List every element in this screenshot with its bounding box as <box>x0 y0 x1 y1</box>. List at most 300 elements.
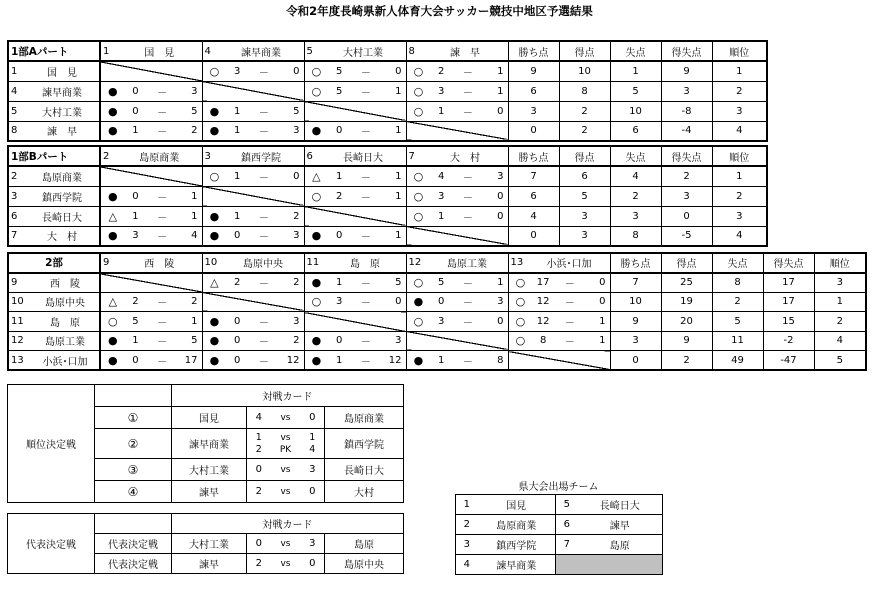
stat-head: 得点 <box>559 146 610 166</box>
goals-for: 1 <box>132 210 139 222</box>
match-result-cell <box>100 206 202 226</box>
blank-cell <box>95 385 172 407</box>
stat-cell: 5 <box>814 351 866 371</box>
result-symbol: ○ <box>515 314 526 328</box>
dash: － <box>360 298 371 310</box>
goals-against: 2 <box>191 125 198 137</box>
page-title: 令和2年度長崎県新人体育大会サッカー競技中地区予選結果 <box>286 4 593 18</box>
dash: － <box>258 317 269 329</box>
result-symbol: ● <box>209 124 220 138</box>
dash: － <box>157 232 168 244</box>
goals-for: 0 <box>233 335 241 347</box>
qual-team: 諫早 <box>578 515 663 535</box>
col-head: 3 鎮西学院 <box>202 146 304 166</box>
home-score: 1 2 <box>247 429 271 459</box>
stat-cell: 3 <box>610 206 661 226</box>
qualified-row <box>456 555 663 575</box>
ranking-matches-table <box>7 384 404 503</box>
dash: － <box>258 279 269 290</box>
stat-cell: 4 <box>610 166 661 186</box>
goals-against: 1 <box>395 85 402 97</box>
team-no: 3 <box>11 190 18 202</box>
stat-cell: 1 <box>610 61 661 81</box>
result-symbol: ○ <box>413 314 424 328</box>
result-symbol: ○ <box>311 295 322 309</box>
stat-head: 失点 <box>712 253 763 273</box>
col-head: 5 大村工業 <box>304 41 406 61</box>
stat-head: 勝ち点 <box>508 41 559 61</box>
team-no: 1 <box>11 65 18 77</box>
match-result-cell <box>406 61 508 81</box>
match-result-cell <box>202 206 304 226</box>
goals-against: 1 <box>395 170 402 182</box>
goals-for: 0 <box>132 85 139 97</box>
stat-head: 勝ち点 <box>610 253 661 273</box>
stat-cell: 8 <box>559 81 610 101</box>
goals-against: 4 <box>191 230 198 242</box>
dash: － <box>360 192 371 204</box>
dash: － <box>258 356 269 368</box>
stat-cell: 7 <box>508 166 559 186</box>
goals-against: 0 <box>497 105 504 117</box>
goals-for: 3 <box>233 65 241 77</box>
vs-label: vs <box>271 407 301 429</box>
goals-for: 1 <box>437 354 445 366</box>
dash: － <box>157 107 168 119</box>
dash: － <box>462 172 473 184</box>
match-result-cell <box>406 101 508 121</box>
match-result-cell <box>304 186 406 206</box>
match-result-cell <box>508 273 610 293</box>
goals-against: 17 <box>184 354 198 366</box>
goals-against: 1 <box>191 190 198 202</box>
team-row <box>8 61 767 81</box>
team-row <box>8 331 866 351</box>
result-symbol: ○ <box>311 189 322 203</box>
stat-head: 失点 <box>610 41 661 61</box>
stat-cell: 9 <box>661 331 712 351</box>
qualified-title: 県大会出場チーム <box>518 482 599 493</box>
goals-for: 1 <box>437 105 445 117</box>
result-symbol: ● <box>209 229 220 243</box>
goals-against: 0 <box>395 296 402 308</box>
goals-for: 2 <box>335 190 343 202</box>
match-result-cell <box>304 351 406 371</box>
stat-cell: 5 <box>559 186 610 206</box>
goals-for: 1 <box>335 170 343 182</box>
dash: － <box>462 107 473 119</box>
dash: － <box>157 317 168 329</box>
stat-cell: 2 <box>712 186 767 206</box>
dash: － <box>564 317 575 329</box>
team-name: 大村工業 <box>42 107 82 119</box>
stat-head: 得失点 <box>661 41 712 61</box>
vs-label: vs <box>271 481 301 503</box>
stat-head: 得失点 <box>763 253 814 273</box>
team-no: 10 <box>11 296 24 308</box>
dash: － <box>157 337 168 349</box>
goals-against: 1 <box>395 125 402 137</box>
result-symbol: ● <box>108 353 118 367</box>
match-result-cell <box>202 226 304 246</box>
result-symbol: ○ <box>515 276 526 289</box>
dash: － <box>360 356 371 368</box>
col-head: 4 諫早商業 <box>202 41 304 61</box>
vs-label: vs <box>271 459 301 481</box>
result-symbol: ○ <box>413 104 424 118</box>
dash: － <box>462 356 473 368</box>
goals-against: 3 <box>293 315 300 327</box>
col-head: 1 国 見 <box>100 41 202 61</box>
goals-for: 3 <box>335 296 343 308</box>
rep-matches-table <box>7 513 404 574</box>
goals-for: 5 <box>132 315 139 327</box>
dash: － <box>462 212 473 224</box>
result-symbol: ● <box>108 124 118 138</box>
match-result-cell <box>100 121 202 141</box>
self-match-cell <box>304 206 406 226</box>
goals-against: 0 <box>395 65 402 77</box>
match-result-cell <box>406 312 508 332</box>
goals-for: 0 <box>437 296 445 308</box>
self-match-cell <box>100 273 202 293</box>
col-head: 8 諫 早 <box>406 41 508 61</box>
away-team: 島原商業 <box>325 407 404 429</box>
home-score: 2 <box>247 481 271 503</box>
away-score: 3 <box>301 534 325 554</box>
result-symbol: ○ <box>515 295 526 309</box>
goals-against: 2 <box>191 296 198 308</box>
stat-cell: 2 <box>712 81 767 101</box>
stat-cell: 2 <box>814 312 866 332</box>
goals-against: 0 <box>497 190 504 202</box>
team-no: 12 <box>11 335 24 347</box>
qual-no: 2 <box>456 515 478 535</box>
goals-for: 1 <box>233 105 241 117</box>
goals-for: 1 <box>132 335 139 347</box>
goals-for: 3 <box>132 230 139 242</box>
group-a-table <box>7 40 768 142</box>
goals-against: 2 <box>293 210 300 222</box>
goals-against: 12 <box>286 354 300 366</box>
stat-cell: 4 <box>712 226 767 246</box>
match-result-cell <box>100 186 202 206</box>
col-head: 9 西 陵 <box>100 253 202 273</box>
team-no: 7 <box>11 230 18 242</box>
away-team: 大村 <box>325 481 404 503</box>
team-name-cell <box>8 186 100 206</box>
self-match-cell <box>508 351 610 371</box>
team-name-cell <box>8 101 100 121</box>
match-no: 代表決定戦 <box>95 554 172 574</box>
self-match-cell <box>100 166 202 186</box>
away-team: 鎮西学院 <box>325 429 404 459</box>
goals-for: 5 <box>335 85 343 97</box>
goals-against: 5 <box>191 105 198 117</box>
stat-cell: 19 <box>661 292 712 312</box>
group-a-label: 1部Aパート <box>8 41 100 61</box>
self-match-cell <box>304 101 406 121</box>
team-name: 鎮西学院 <box>42 192 82 204</box>
match-result-cell <box>202 166 304 186</box>
team-name: 諫 早 <box>47 127 77 139</box>
goals-against: 12 <box>388 354 402 366</box>
goals-against: 3 <box>293 125 300 137</box>
goals-for: 0 <box>335 230 343 242</box>
stat-cell: 11 <box>712 331 763 351</box>
team-row <box>8 312 866 332</box>
dash: － <box>258 212 269 224</box>
self-match-cell <box>406 226 508 246</box>
goals-against: 1 <box>191 315 198 327</box>
stat-cell: 4 <box>712 121 767 141</box>
team-no: 4 <box>11 85 18 97</box>
goals-for: 0 <box>132 190 139 202</box>
team-name: 西 陵 <box>50 279 80 290</box>
goals-for: 0 <box>233 315 241 327</box>
match-result-cell <box>202 312 304 332</box>
stat-cell: 0 <box>508 121 559 141</box>
team-row <box>8 121 767 141</box>
team-no: 5 <box>11 105 18 117</box>
goals-for: 1 <box>437 210 445 222</box>
col-head: 6 長崎日大 <box>304 146 406 166</box>
stat-cell: 9 <box>610 312 661 332</box>
stat-head: 順位 <box>814 253 866 273</box>
match-result-cell <box>202 121 304 141</box>
dash: － <box>157 298 168 310</box>
goals-against: 0 <box>497 210 504 222</box>
empty-slot <box>556 555 663 575</box>
team-no: 13 <box>11 354 24 366</box>
result-symbol: ● <box>413 353 424 367</box>
team-name: 長崎日大 <box>42 212 82 224</box>
match-result-cell <box>100 292 202 312</box>
result-symbol: ● <box>311 229 322 243</box>
stat-cell: 3 <box>559 226 610 246</box>
goals-for: 17 <box>536 277 550 288</box>
stat-head: 失点 <box>610 146 661 166</box>
goals-against: 1 <box>599 315 606 327</box>
goals-for: 2 <box>233 277 241 288</box>
match-result-cell <box>508 312 610 332</box>
qualified-row <box>456 535 663 555</box>
stat-head: 順位 <box>712 146 767 166</box>
goals-for: 12 <box>536 315 550 327</box>
goals-against: 1 <box>497 65 504 77</box>
match-result-cell <box>100 351 202 371</box>
result-symbol: ● <box>108 189 118 203</box>
dash: － <box>157 192 168 204</box>
team-row <box>8 292 866 312</box>
stat-head: 得失点 <box>661 146 712 166</box>
stat-cell: 10 <box>610 292 661 312</box>
team-name-cell <box>8 121 100 141</box>
goals-for: 2 <box>132 296 139 308</box>
match-result-cell <box>406 292 508 312</box>
dash: － <box>157 212 168 224</box>
vs-label: vs <box>271 554 301 574</box>
goals-against: 0 <box>599 277 606 288</box>
goals-for: 5 <box>437 277 445 288</box>
match-result-cell <box>304 61 406 81</box>
dash: － <box>360 232 371 244</box>
goals-against: 2 <box>293 335 300 347</box>
qualified-row <box>456 495 663 515</box>
goals-against: 5 <box>293 105 300 117</box>
goals-for: 0 <box>335 125 343 137</box>
qual-team: 長崎日大 <box>578 495 663 515</box>
self-match-cell <box>100 61 202 81</box>
home-team: 大村工業 <box>172 459 247 481</box>
qual-no: 6 <box>556 515 578 535</box>
stat-cell: 1 <box>712 61 767 81</box>
dash: － <box>564 298 575 310</box>
dash: － <box>258 67 269 79</box>
away-score: 0 <box>301 481 325 503</box>
team-no: 9 <box>11 277 18 288</box>
vs-label: vs <box>271 534 301 554</box>
goals-against: 3 <box>497 170 504 182</box>
stat-cell: 10 <box>610 101 661 121</box>
match-result-cell <box>406 186 508 206</box>
match-result-cell <box>202 101 304 121</box>
dash: － <box>360 172 371 184</box>
stat-cell: 9 <box>508 61 559 81</box>
away-score: 1 4 <box>301 429 325 459</box>
qual-no: 4 <box>456 555 478 575</box>
qual-no: 7 <box>556 535 578 555</box>
result-symbol: ○ <box>413 169 424 183</box>
stat-cell: 1 <box>712 166 767 186</box>
team-row <box>8 351 866 371</box>
stat-cell: 2 <box>712 292 763 312</box>
match-result-cell <box>202 351 304 371</box>
away-score: 0 <box>301 407 325 429</box>
result-symbol: ● <box>108 84 118 98</box>
goals-against: 8 <box>497 354 504 366</box>
col-head: 2 島原商業 <box>100 146 202 166</box>
group-a-header <box>8 41 767 61</box>
match-result-cell <box>100 101 202 121</box>
team-name: 島原商業 <box>42 172 82 184</box>
group-2-header <box>8 253 866 273</box>
goals-against: 1 <box>395 190 402 202</box>
match-result-cell <box>304 226 406 246</box>
stat-cell: 8 <box>610 226 661 246</box>
stat-cell: 10 <box>559 61 610 81</box>
stat-head: 順位 <box>712 41 767 61</box>
qual-no: 1 <box>456 495 478 515</box>
dash: － <box>258 107 269 119</box>
stat-cell: 49 <box>712 351 763 371</box>
stat-cell: -4 <box>661 121 712 141</box>
dash: － <box>564 337 575 349</box>
goals-against: 0 <box>293 170 300 182</box>
goals-for: 1 <box>335 277 343 288</box>
result-symbol: ● <box>209 209 220 223</box>
col-head: 12 島原工業 <box>406 253 508 273</box>
self-match-cell <box>304 312 406 332</box>
goals-for: 0 <box>132 354 139 366</box>
team-row <box>8 206 767 226</box>
stat-cell: 2 <box>559 101 610 121</box>
stat-cell: 2 <box>559 121 610 141</box>
match-result-cell <box>406 166 508 186</box>
team-name-cell <box>8 273 100 293</box>
team-name: 島原工業 <box>45 337 85 349</box>
stat-cell: 1 <box>814 292 866 312</box>
stat-cell: 6 <box>508 186 559 206</box>
stat-head: 得点 <box>661 253 712 273</box>
result-symbol: ○ <box>108 314 118 328</box>
group-b-header <box>8 146 767 166</box>
stat-cell: 15 <box>763 312 814 332</box>
result-symbol: ○ <box>413 64 424 78</box>
home-team: 大村工業 <box>172 534 247 554</box>
result-symbol: △ <box>312 169 321 183</box>
qual-no: 3 <box>456 535 478 555</box>
away-score: 0 <box>301 554 325 574</box>
match-result-cell <box>406 351 508 371</box>
result-symbol: ● <box>209 314 220 328</box>
match-result-cell <box>304 273 406 293</box>
match-result-cell <box>508 292 610 312</box>
result-symbol: ● <box>311 334 322 348</box>
goals-for: 0 <box>335 335 343 347</box>
team-name: 小浜･口加 <box>42 356 88 368</box>
match-result-cell <box>100 312 202 332</box>
qual-team: 国見 <box>478 495 556 515</box>
dash: － <box>157 127 168 139</box>
team-name-cell <box>8 206 100 226</box>
dash: － <box>258 337 269 349</box>
match-result-cell <box>100 331 202 351</box>
goals-against: 1 <box>191 210 198 222</box>
match-result-cell <box>304 331 406 351</box>
col-head: 13 小浜･口加 <box>508 253 610 273</box>
dash: － <box>462 87 473 99</box>
home-score: 4 <box>247 407 271 429</box>
home-team: 諫早商業 <box>172 429 247 459</box>
goals-for: 2 <box>437 65 445 77</box>
goals-for: 1 <box>233 210 241 222</box>
result-symbol: ● <box>209 353 220 367</box>
col-head: 11 島 原 <box>304 253 406 273</box>
goals-against: 0 <box>497 315 504 327</box>
qual-no: 5 <box>556 495 578 515</box>
dash: － <box>462 279 473 290</box>
stat-cell: 3 <box>661 81 712 101</box>
dash: － <box>462 298 473 310</box>
result-symbol: ○ <box>413 209 424 223</box>
dash: － <box>360 67 371 79</box>
match-result-cell <box>406 206 508 226</box>
team-row <box>8 81 767 101</box>
team-name-cell <box>8 292 100 312</box>
match-result-cell <box>304 166 406 186</box>
self-match-cell <box>406 331 508 351</box>
team-row <box>8 166 767 186</box>
goals-for: 3 <box>437 190 445 202</box>
match-result-cell <box>304 81 406 101</box>
goals-for: 8 <box>539 335 547 347</box>
dash: － <box>360 337 371 349</box>
stat-cell: -5 <box>661 226 712 246</box>
match-result-cell <box>100 226 202 246</box>
stat-cell: 4 <box>814 331 866 351</box>
qualified-row <box>456 515 663 535</box>
